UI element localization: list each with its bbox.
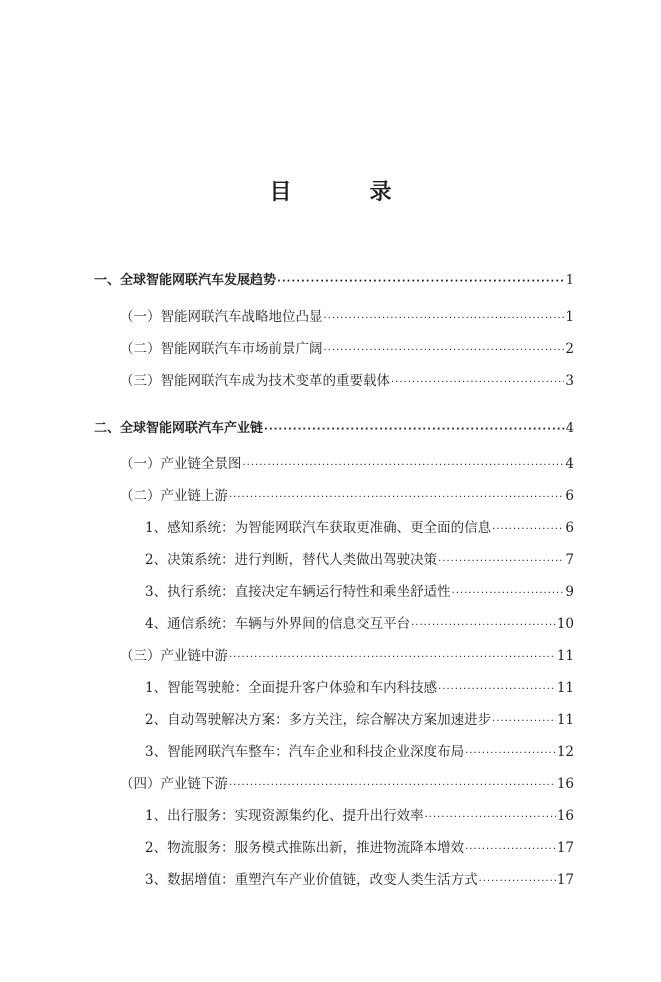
leader-dots [452, 584, 565, 604]
toc-entry-level2[interactable] [120, 774, 574, 796]
toc-page-number: 17 [556, 872, 574, 888]
leader-dots [264, 420, 565, 440]
toc-page-number: 12 [556, 744, 574, 760]
leader-dots [411, 616, 556, 636]
toc-entry-text: 2、自动驾驶解决方案：多方关注，综合解决方案加速进步 [145, 712, 492, 728]
toc-entry-text: （二）产业链上游 [120, 488, 228, 504]
toc-page-number: 4 [565, 456, 574, 472]
toc-page-number: 4 [565, 421, 574, 436]
toc-entry-level3[interactable] [145, 742, 574, 764]
toc-entry-text: 2、物流服务：服务模式推陈出新，推进物流降本增效 [145, 840, 465, 856]
leader-dots [465, 744, 556, 764]
leader-dots [324, 341, 565, 361]
toc-entry-level1[interactable] [94, 419, 574, 440]
toc-entry-level2[interactable] [120, 307, 574, 329]
leader-dots [229, 776, 556, 796]
toc-entry-text: 二、全球智能网联汽车产业链 [94, 421, 264, 436]
leader-dots [229, 488, 564, 508]
toc-page-number: 7 [565, 552, 574, 568]
toc-entry-level3[interactable] [145, 614, 574, 636]
toc-entry-level2[interactable] [120, 454, 574, 476]
toc-entry-text: 2、决策系统：进行判断，替代人类做出驾驶决策 [145, 552, 438, 568]
leader-dots [492, 520, 564, 540]
toc-page-number: 11 [556, 680, 574, 696]
toc-entry-text: （一）产业链全景图 [120, 456, 242, 472]
toc-entry-level1[interactable] [94, 271, 574, 292]
leader-dots [465, 840, 556, 860]
toc-page-number: 1 [565, 273, 574, 288]
toc-entry-text: 3、数据增值：重塑汽车产业价值链，改变人类生活方式 [145, 872, 478, 888]
toc-page-number: 2 [565, 341, 574, 357]
toc-entry-level2[interactable] [120, 339, 574, 361]
toc-entry-text: （三）产业链中游 [120, 648, 228, 664]
leader-dots [425, 808, 556, 828]
toc-page-number: 6 [565, 488, 574, 504]
toc-entry-text: （一）智能网联汽车战略地位凸显 [120, 309, 323, 325]
leader-dots [438, 552, 564, 572]
toc-entry-text: 一、全球智能网联汽车发展趋势 [94, 273, 277, 288]
toc-entry-level3[interactable] [145, 550, 574, 572]
toc-page-number: 1 [565, 309, 574, 325]
toc-entry-text: （四）产业链下游 [120, 776, 228, 792]
toc-entry-text: 3、执行系统：直接决定车辆运行特性和乘坐舒适性 [145, 584, 451, 600]
toc-entry-text: 3、智能网联汽车整车：汽车企业和科技企业深度布局 [145, 744, 465, 760]
toc-entry-level3[interactable] [145, 806, 574, 828]
leader-dots [438, 680, 556, 700]
leader-dots [492, 712, 556, 732]
toc-entry-text: 4、通信系统：车辆与外界间的信息交互平台 [145, 616, 411, 632]
leader-dots [391, 373, 564, 393]
toc-entry-level2[interactable] [120, 646, 574, 668]
toc-entry-level3[interactable] [145, 838, 574, 860]
leader-dots [479, 872, 556, 892]
toc-page-number: 3 [565, 373, 574, 389]
toc-page-number: 10 [556, 616, 574, 632]
toc-entry-text: 1、感知系统：为智能网联汽车获取更准确、更全面的信息 [145, 520, 492, 536]
toc-entry-level3[interactable] [145, 678, 574, 700]
toc-entry-level2[interactable] [120, 486, 574, 508]
toc-entry-text: （二）智能网联汽车市场前景广阔 [120, 341, 323, 357]
leader-dots [243, 456, 565, 476]
toc-entry-text: 1、智能驾驶舱：全面提升客户体验和车内科技感 [145, 680, 438, 696]
leader-dots [229, 648, 556, 668]
toc-page-number: 16 [556, 776, 574, 792]
toc-page-number: 9 [565, 584, 574, 600]
leader-dots [324, 309, 565, 329]
toc-entry-level3[interactable] [145, 582, 574, 604]
toc-entry-text: （三）智能网联汽车成为技术变革的重要载体 [120, 373, 390, 389]
toc-entry-level3[interactable] [145, 710, 574, 732]
toc-page-number: 11 [556, 648, 574, 664]
toc-page-number: 6 [565, 520, 574, 536]
toc-page-number: 11 [556, 712, 574, 728]
toc-entry-text: 1、出行服务：实现资源集约化、提升出行效率 [145, 808, 424, 824]
toc-entry-level2[interactable] [120, 371, 574, 393]
toc-entry-level3[interactable] [145, 518, 574, 540]
leader-dots [277, 272, 565, 292]
toc-entry-level3[interactable] [145, 870, 574, 892]
page-title: 目 录 [269, 180, 420, 205]
toc-page-number: 17 [556, 840, 574, 856]
toc-page-number: 16 [556, 808, 574, 824]
